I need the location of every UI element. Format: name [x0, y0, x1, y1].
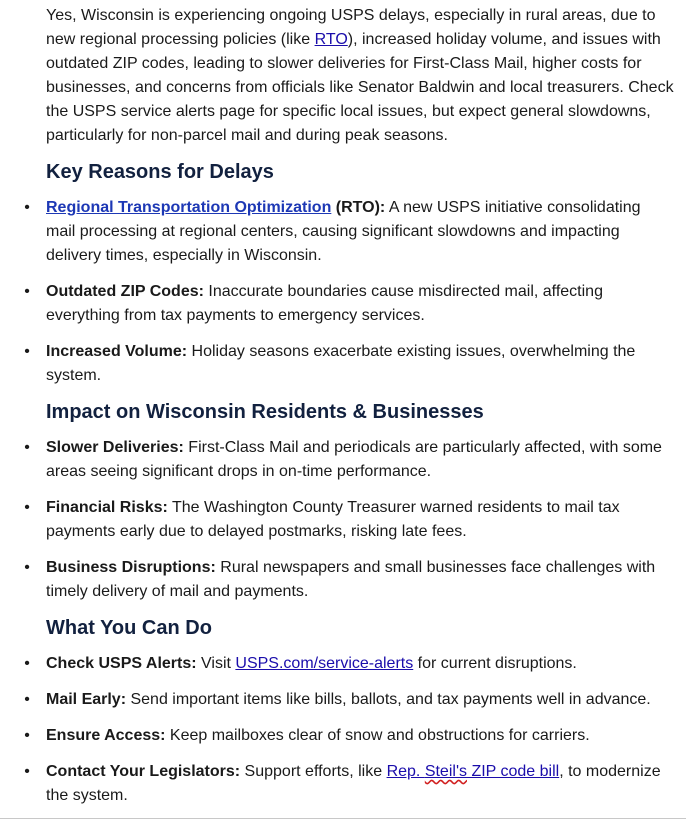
item-label: Mail Early: — [46, 691, 127, 708]
bullet-icon: • — [24, 499, 30, 516]
item-text: Holiday seasons exacerbate existing issues, overwhelming the system. — [46, 343, 636, 384]
intro-text-2: ), increased holiday volume, and issues with outdated ZIP codes, leading to slower deliveries for First-Class Mail, higher costs for businesses, and concerns from officials like Senator Baldwin and local treasurers. Check the USPS service alerts page for specific local issues, but expect general slowdowns, particularly for non-parcel mail and during peak seasons. — [46, 31, 674, 144]
item-text: for current disruptions. — [413, 655, 577, 672]
heading-what-you-can-do: What You Can Do — [46, 617, 212, 639]
list-item — [24, 652, 674, 676]
item-text: A new USPS initiative consolidating mail processing at regional centers, causing significant slowdowns and impacting delivery times, especially in Wisconsin. — [46, 199, 641, 264]
bullet-icon: • — [24, 439, 30, 456]
item-text: The Washington County Treasurer warned residents to mail tax payments early due to delayed postmarks, risking late fees. — [46, 499, 620, 540]
list-item — [24, 724, 674, 748]
item-text: Send important items like bills, ballots, and tax payments well in advance. — [126, 691, 651, 708]
rto-full-link[interactable]: Regional Transportation Optimization — [46, 199, 332, 216]
item-label: Increased Volume: — [46, 343, 188, 360]
item-label: (RTO): — [331, 199, 386, 216]
bullet-icon: • — [24, 199, 30, 216]
item-text: Rural newspapers and small businesses face challenges with timely delivery of mail and payments. — [46, 559, 656, 600]
intro-text-1: Yes, Wisconsin is experiencing ongoing USPS delays, especially in rural areas, due to new regional processing policies (like — [46, 7, 656, 48]
list-item — [24, 436, 674, 484]
item-label: Slower Deliveries: — [46, 439, 184, 456]
bullet-icon: • — [24, 727, 30, 744]
rto-link[interactable]: RTO — [314, 31, 348, 48]
item-label: Outdated ZIP Codes: — [46, 283, 204, 300]
item-text: Support efforts, like — [240, 763, 387, 780]
steil-zip-code-bill-link[interactable] — [387, 763, 560, 780]
list-item — [24, 496, 674, 544]
spellcheck-word: Steil's — [424, 763, 467, 780]
item-text: Inaccurate boundaries cause misdirected mail, affecting everything from tax payments to emergency services. — [46, 283, 603, 324]
item-text: Visit — [196, 655, 236, 672]
list-item — [24, 196, 674, 268]
bullet-icon: • — [24, 559, 30, 576]
answer-document — [24, 4, 674, 808]
list-item — [24, 556, 674, 604]
list-item — [24, 760, 674, 808]
item-label: Financial Risks: — [46, 499, 168, 516]
usps-service-alerts-link[interactable]: USPS.com/service-alerts — [235, 655, 414, 672]
list-item — [24, 688, 674, 712]
list-item — [24, 280, 674, 328]
reasons-list — [24, 196, 674, 388]
item-text: , to modernize the system. — [46, 763, 661, 804]
link-part: ZIP code bill — [467, 763, 560, 780]
bottom-divider — [0, 818, 686, 819]
item-label: Check USPS Alerts: — [46, 655, 197, 672]
list-item — [24, 340, 674, 388]
todo-list — [24, 652, 674, 808]
bullet-icon: • — [24, 343, 30, 360]
item-label: Contact Your Legislators: — [46, 763, 241, 780]
heading-key-reasons: Key Reasons for Delays — [46, 161, 274, 183]
item-text: Keep mailboxes clear of snow and obstructions for carriers. — [165, 727, 590, 744]
intro-paragraph — [46, 4, 674, 148]
heading-impact: Impact on Wisconsin Residents & Businesses — [46, 401, 484, 423]
link-part: Rep. — [386, 763, 425, 780]
bullet-icon: • — [24, 283, 30, 300]
bullet-icon: • — [24, 691, 30, 708]
item-label: Ensure Access: — [46, 727, 166, 744]
bullet-icon: • — [24, 655, 30, 672]
impact-list — [24, 436, 674, 604]
item-text: First-Class Mail and periodicals are particularly affected, with some areas seeing significant drops in on-time performance. — [46, 439, 662, 480]
bullet-icon: • — [24, 763, 30, 780]
item-label: Business Disruptions: — [46, 559, 216, 576]
